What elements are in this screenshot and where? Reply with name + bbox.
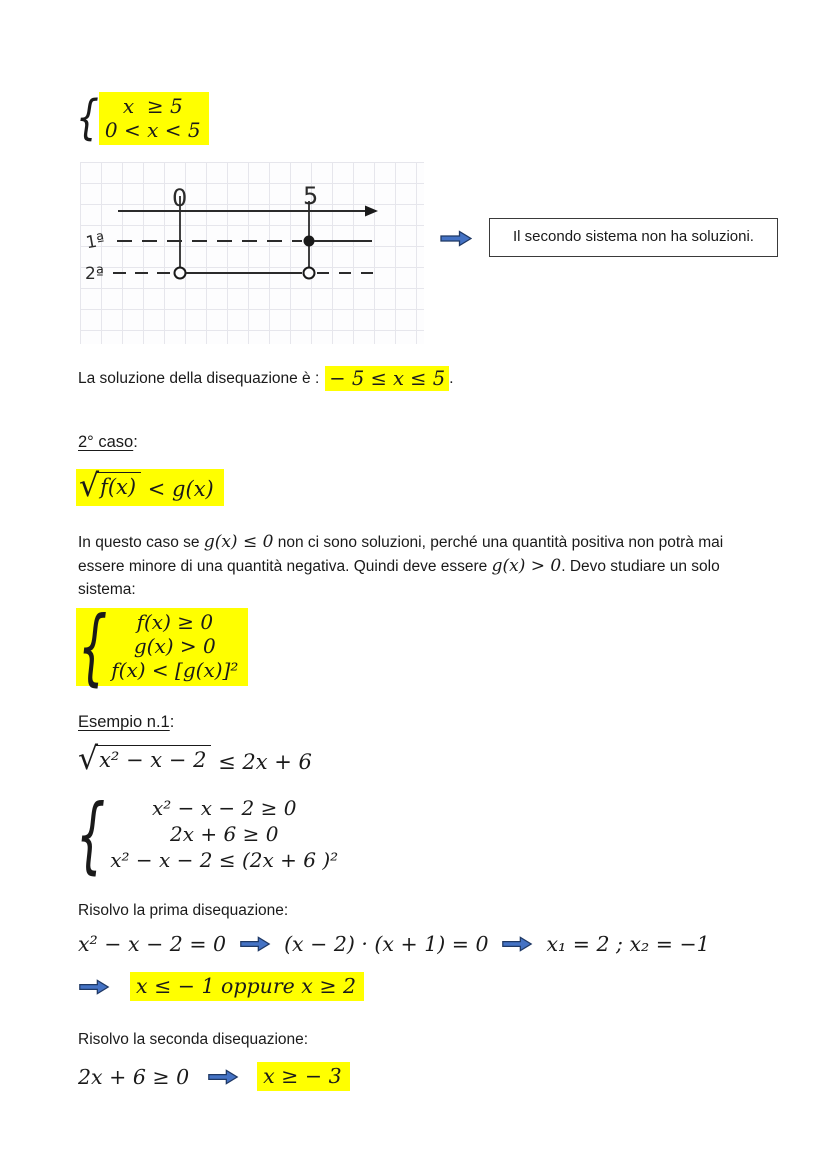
open-circle	[304, 268, 315, 279]
arrowhead-icon	[365, 206, 378, 217]
example-heading-text: Esempio n.1	[78, 713, 170, 731]
inline-math: g(x) > 0	[491, 555, 562, 576]
first-inequality-label: Risolvo la prima disequazione:	[78, 902, 289, 919]
row1-label: 1ª	[84, 230, 107, 254]
conclusion-box: Il secondo sistema non ha soluzioni.	[489, 218, 778, 257]
system-brace: {	[78, 597, 108, 695]
system-line: x² − x − 2 ≥ 0	[152, 796, 297, 820]
system-brace: {	[76, 785, 106, 883]
radicand: f(x)	[97, 472, 141, 499]
equation-step: (x − 2) · (x + 1) = 0	[284, 932, 489, 956]
solution-period: .	[449, 369, 454, 387]
implies-arrow-icon	[501, 935, 533, 953]
case2-formula	[76, 469, 224, 506]
first-solution: x ≤ − 1 oppure x ≥ 2	[130, 972, 364, 1001]
equation-step: 2x + 6 ≥ 0	[78, 1064, 190, 1089]
second-equation-line	[78, 1062, 350, 1091]
open-circle	[175, 268, 186, 279]
equation-step: x² − x − 2 = 0	[78, 932, 227, 956]
system-line: f(x) < [g(x)]²	[111, 658, 239, 682]
system-example	[76, 785, 339, 883]
implies-arrow-icon	[239, 935, 271, 953]
system-line: 2x + 6 ≥ 0	[170, 822, 279, 846]
filled-dot	[304, 236, 315, 247]
number-line-diagram	[80, 162, 424, 344]
example-formula	[78, 741, 312, 777]
case2-heading	[78, 433, 138, 452]
equation-roots: x₁ = 2 ; x₂ = −1	[546, 932, 710, 956]
system-line: f(x) ≥ 0	[136, 610, 214, 634]
explanation-paragraph	[78, 531, 760, 602]
formula-rest: ≤ 2x + 6	[218, 750, 312, 774]
radical-sign: √	[78, 741, 99, 777]
implies-arrow-icon	[440, 229, 472, 248]
row2-label: 2ª	[85, 264, 104, 284]
paragraph-text: . Devo studiare un solo sistema:	[78, 557, 720, 598]
case2-heading-text: 2° caso	[78, 433, 134, 451]
example-heading	[78, 713, 174, 732]
second-solution: x ≥ − 3	[257, 1062, 350, 1091]
number-line-drawing	[80, 162, 424, 344]
tick-label-zero: 0	[172, 184, 188, 212]
tick-label-five: 5	[303, 182, 319, 210]
solution-text: La soluzione della disequazione è :	[78, 369, 320, 387]
second-inequality-label: Risolvo la seconda disequazione:	[78, 1031, 309, 1048]
solution-line	[78, 366, 454, 391]
system-general	[76, 597, 248, 695]
system-line: g(x) > 0	[133, 634, 216, 658]
solution-interval: − 5 ≤ x ≤ 5	[325, 366, 449, 391]
formula-rest: < g(x)	[147, 477, 214, 501]
implies-arrow-icon	[78, 978, 110, 996]
radicand: x² − x − 2	[96, 745, 211, 772]
inline-math: g(x) ≤ 0	[203, 532, 274, 552]
radical-sign: √	[79, 468, 100, 504]
case2-heading-colon: :	[133, 433, 138, 451]
paragraph-text: In questo caso se	[78, 534, 204, 551]
system-first-case	[76, 92, 209, 145]
first-equation-line	[78, 932, 710, 956]
system-brace: {	[76, 91, 99, 145]
system-line: x ≥ 5	[122, 94, 183, 118]
system-line: x² − x − 2 ≤ (2x + 6 )²	[110, 848, 339, 872]
example-heading-colon: :	[169, 713, 175, 731]
system-line: 0 < x < 5	[104, 118, 201, 142]
implies-arrow-icon	[207, 1068, 239, 1086]
first-solution-line	[78, 972, 364, 1001]
paragraph-text: non ci sono soluzioni, perché una quantità positiva non potrà mai essere minore di una quantità negativa. Quindi deve essere	[78, 534, 724, 575]
